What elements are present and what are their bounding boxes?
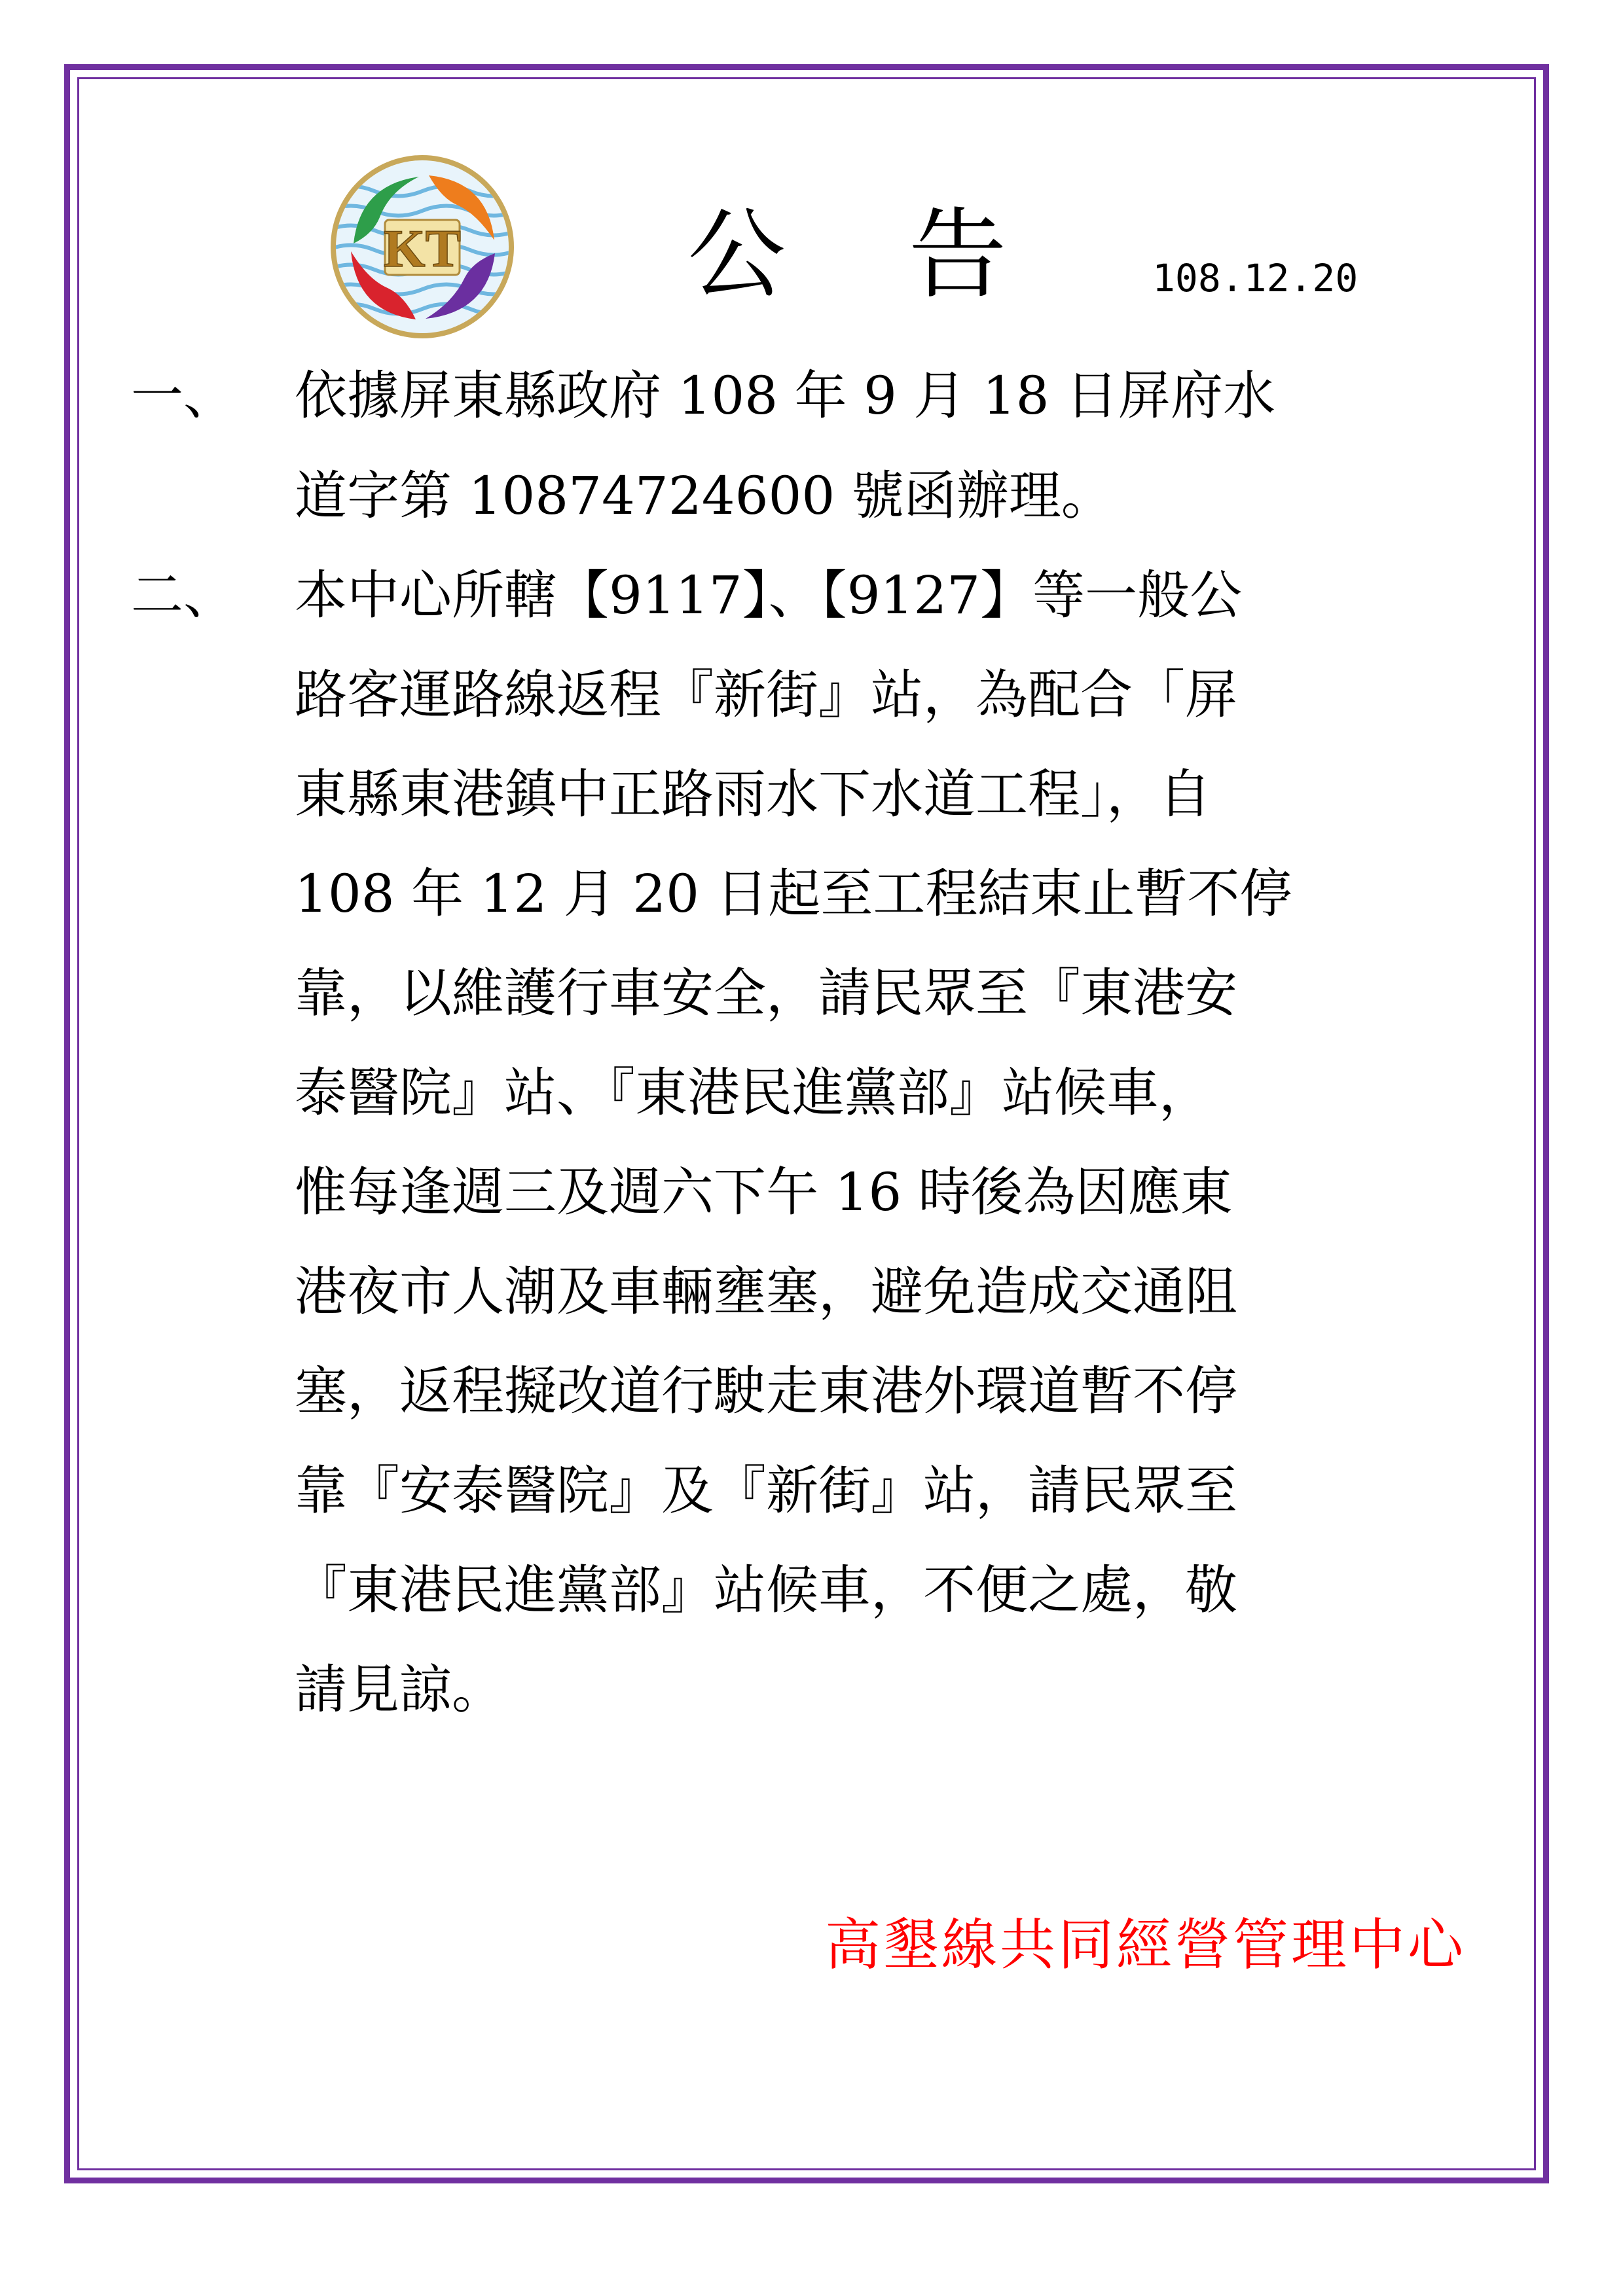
- item-2-line-6: 泰醫院』站、『東港民進黨部』站候車，: [295, 1062, 1211, 1123]
- item-2-line-10: 靠『安泰醫院』及『新街』站，請民眾至: [295, 1460, 1237, 1521]
- page-title: 公 告: [687, 198, 1053, 312]
- item-1-marker: 一、: [131, 365, 236, 426]
- item-2-line-4: 108 年 12 月 20 日起至工程結束止暫不停: [295, 863, 1292, 924]
- item-2-line-1: 本中心所轄【9117】、【9127】等一般公: [295, 565, 1243, 626]
- item-2-line-2: 路客運路線返程『新街』站，為配合「屏: [295, 664, 1237, 725]
- announcement-date: 108.12.20: [1152, 256, 1359, 300]
- item-2-line-7: 惟每逢週三及週六下午 16 時後為因應東: [295, 1162, 1233, 1223]
- item-2-line-3: 東縣東港鎮中正路雨水下水道工程」，自: [295, 764, 1211, 825]
- logo-text: KT: [383, 219, 462, 278]
- item-2-line-9: 塞，返程擬改道行駛走東港外環道暫不停: [295, 1361, 1237, 1422]
- item-2-line-12: 請見諒。: [295, 1659, 504, 1720]
- item-2-line-11: 『東港民進黨部』站候車，不便之處，敬: [295, 1560, 1237, 1621]
- item-1-line-1: 依據屏東縣政府 108 年 9 月 18 日屏府水: [295, 365, 1275, 426]
- item-1-line-2: 道字第 10874724600 號函辦理。: [295, 465, 1114, 526]
- item-2-line-8: 港夜市人潮及車輛壅塞，避免造成交通阻: [295, 1261, 1237, 1322]
- issuer-signature: 高墾線共同經營管理中心: [824, 1913, 1466, 1978]
- kt-logo-icon: [327, 152, 517, 342]
- item-2-line-5: 靠，以維護行車安全，請民眾至『東港安: [295, 963, 1237, 1024]
- item-2-marker: 二、: [131, 565, 236, 626]
